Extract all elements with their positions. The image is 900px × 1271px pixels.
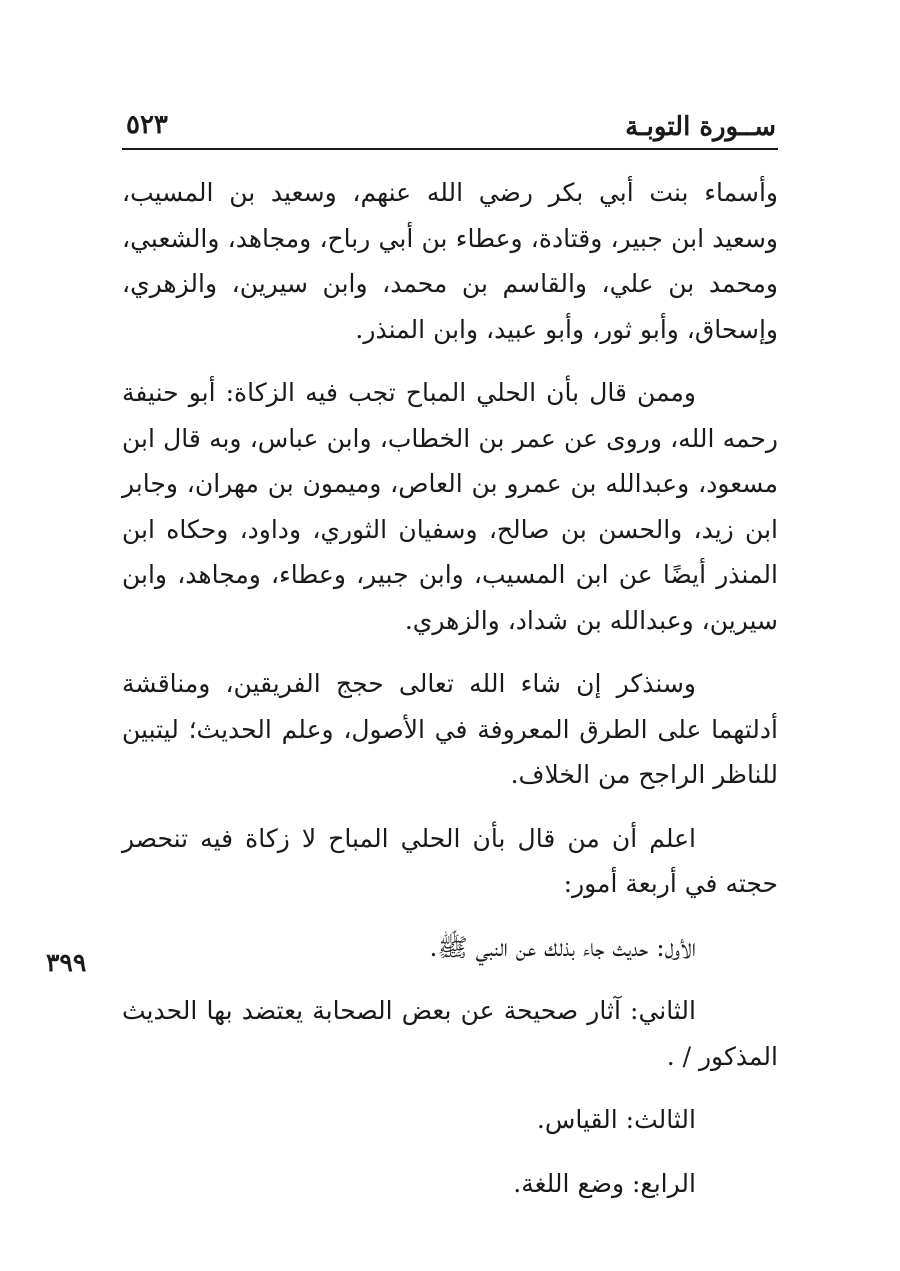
list-item-second: الثاني: آثار صحيحة عن بعض الصحابة يعتضد بها الحديث المذكور / . [122,996,778,1071]
margin-page-reference: ٣٩٩ [46,948,87,977]
paragraph-scholars-zakat: وممن قال بأن الحلي المباح تجب فيه الزكاة: أبو حنيفة رحمه الله، وروى عن عمر بن الخطاب، وابن عباس، وبه قال ابن مسعود، وعبدالله بن عمرو بن العاص، وميمون بن مهران، وجابر ابن زيد، والحسن بن صالح، وسفيان الثوري، وداود، وحكاه ابن المنذر أيضًا عن ابن المسيب، وابن جبير، وعطاء، ومجاهد، وابن سيرين، وعبدالله بن شداد، والزهري. [122,378,778,635]
paragraph-evidence-intro: وسنذكر إن شاء الله تعالى حجج الفريقين، ومناقشة أدلتهما على الطرق المعروفة في الأصول، وعلم الحديث؛ ليتبين للناظر الراجح من الخلاف. [122,669,778,789]
list-item-third: الثالث: القياس. [536,1105,696,1134]
list-item-first: الأول: حديث جاء بذلك عن النبي ﷺ. [429,932,696,962]
page-body [122,170,778,1224]
paragraph-scholars-no-zakat: وأسماء بنت أبي بكر رضي الله عنهم، وسعيد بن المسيب، وسعيد ابن جبير، وقتادة، وعطاء بن أبي رباح، ومجاهد، والشعبي، ومحمد بن علي، والقاسم بن محمد، وابن سيرين، والزهري، وإسحاق، وأبو ثور، وأبو عبيد، وابن المنذر. [122,178,778,344]
surah-title: ســورة التوبـة [625,112,776,142]
list-item-fourth: الرابع: وضع اللغة. [513,1168,696,1198]
page-number: ٥٢٣ [126,110,168,140]
paragraph-four-matters: اعلم أن من قال بأن الحلي المباح لا زكاة فيه تنحصر حجته في أربعة أمور: [122,823,778,898]
running-header [122,106,778,150]
